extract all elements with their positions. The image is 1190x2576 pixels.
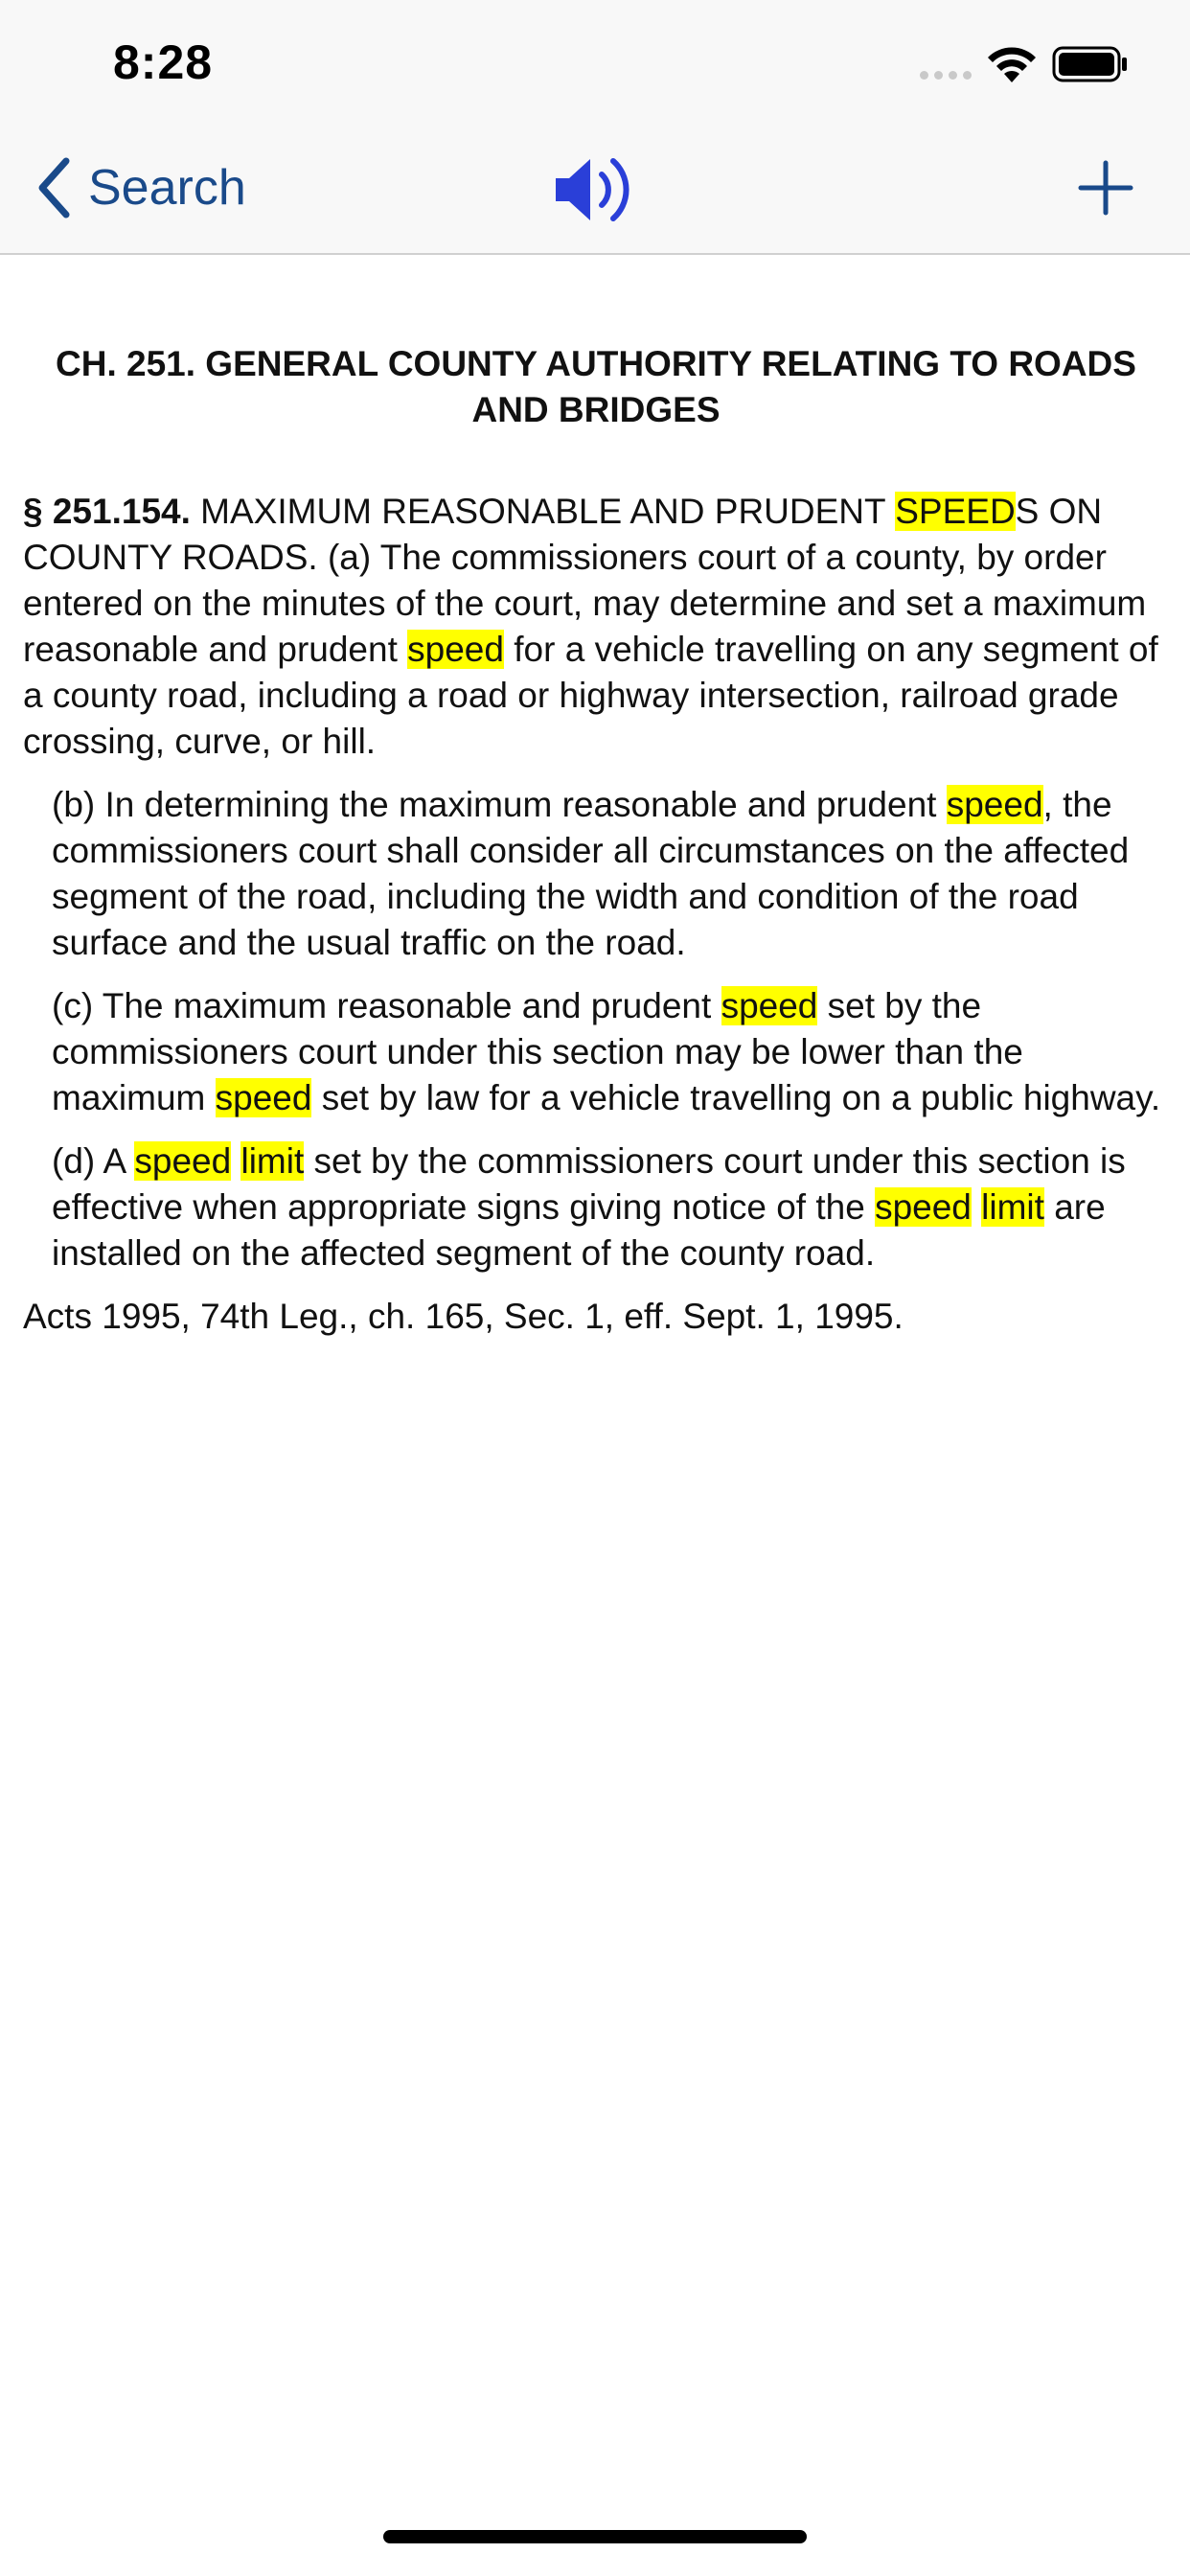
cellular-signal-icon <box>920 71 972 80</box>
wifi-icon <box>985 44 1039 84</box>
search-highlight: speed <box>946 785 1043 824</box>
section-c-text-2: set by the commissioners court under this section may be lower than the maximum <box>52 986 1023 1117</box>
section-d-text-3: are installed on the affected segment of the county road. <box>52 1187 1106 1273</box>
section-d-text-1: (d) A <box>52 1141 126 1181</box>
section-d-text-2: set by the commissioners court under this section is effective when appropriate signs giving notice of the <box>52 1141 1126 1227</box>
chevron-left-icon <box>34 156 73 219</box>
chapter-title: CH. 251. GENERAL COUNTY AUTHORITY RELATING TO ROADS AND BRIDGES <box>56 344 1136 429</box>
section-a-paragraph <box>23 489 1169 765</box>
speaker-icon[interactable] <box>552 151 638 228</box>
section-c-paragraph <box>52 983 1169 1121</box>
status-bar <box>0 0 1190 125</box>
home-indicator[interactable] <box>383 2530 807 2543</box>
search-highlight: speed <box>721 986 818 1025</box>
section-a-text-3: for a vehicle travelling on any segment of a county road, including a road or highway intersection, railroad grade crossing, curve, or hill. <box>23 630 1158 761</box>
section-a-text-2: S ON COUNTY ROADS. (a) The commissioners court of a county, by order entered on the minutes of the court, may determine and set a maximum reasonable and prudent <box>23 492 1147 669</box>
plus-icon[interactable] <box>1077 159 1134 217</box>
section-a-text-1: MAXIMUM REASONABLE AND PRUDENT <box>200 492 885 531</box>
section-c-text-1: (c) The maximum reasonable and prudent <box>52 986 712 1025</box>
section-c-text-3: set by law for a vehicle travelling on a public highway. <box>321 1078 1161 1117</box>
acts-citation: Acts 1995, 74th Leg., ch. 165, Sec. 1, eff. Sept. 1, 1995. <box>23 1297 904 1336</box>
search-highlight: speed <box>875 1187 972 1227</box>
back-button[interactable] <box>34 153 246 222</box>
statute-content <box>23 341 1169 1340</box>
section-b-text-2: , the commissioners court shall consider all circumstances on the affected segment of the road, including the width and condition of the road surface and the usual traffic on the road. <box>52 785 1130 962</box>
battery-icon <box>1052 46 1129 82</box>
search-highlight: limit <box>981 1187 1044 1227</box>
section-d-paragraph <box>52 1138 1169 1276</box>
navigation-bar <box>0 125 1190 255</box>
search-highlight: speed <box>407 630 504 669</box>
section-b-text-1: (b) In determining the maximum reasonable and prudent <box>52 785 937 824</box>
status-time: 8:28 <box>113 35 214 89</box>
back-button-label: Search <box>88 160 246 216</box>
section-number: § 251.154. <box>23 492 191 531</box>
search-highlight: SPEED <box>895 492 1016 531</box>
search-highlight: speed <box>134 1141 232 1181</box>
search-highlight: limit <box>240 1141 305 1181</box>
search-highlight: speed <box>215 1078 312 1117</box>
section-b-paragraph <box>52 782 1169 966</box>
